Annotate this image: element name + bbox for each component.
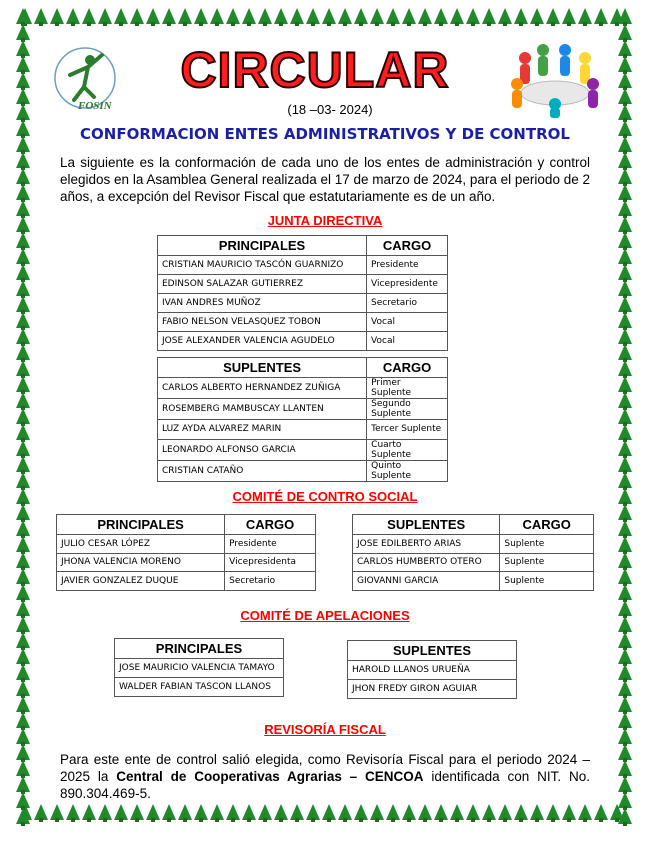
tree-icon [618,88,632,104]
tree-icon [146,804,160,820]
table-row [348,680,517,699]
revisoria-heading: REVISORÍA FISCAL [264,722,386,737]
tree-icon [16,376,30,392]
tree-icon [618,648,632,664]
tree-icon [482,804,496,820]
tree-icon [16,680,30,696]
subtitle: CONFORMACION ENTES ADMINISTRATIVOS Y DE CONTROL [80,125,570,143]
column-header: CARGO [367,236,448,256]
tree-icon [338,8,352,24]
table-row [158,256,448,275]
column-header: PRINCIPALES [158,236,367,256]
tree-icon [16,360,30,376]
tree-icon [618,568,632,584]
tree-icon [16,664,30,680]
tree-icon [618,808,632,824]
tree-icon [482,8,496,24]
tree-icon [618,376,632,392]
tree-icon [16,568,30,584]
cargo-cell: Vocal [367,332,448,351]
tree-icon [16,776,30,792]
name-cell: WALDER FABIAN TASCON LLANOS [115,678,284,697]
tree-icon [274,8,288,24]
revisoria-text-before: Para este ente de control salió elegida, como Revisoría Fiscal para el periodo 2024 –2025 la [60,752,590,784]
control-principales-table [56,514,316,591]
tree-icon [16,728,30,744]
tree-icon [16,72,30,88]
tree-icon [226,8,240,24]
cargo-cell: Cuarto Suplente [367,439,448,460]
tree-icon [618,200,632,216]
tree-icon [16,40,30,56]
tree-icon [16,248,30,264]
apelaciones-suplentes-table [347,640,517,699]
table-row [158,399,448,420]
tree-icon [210,804,224,820]
tree-icon [34,8,48,24]
tree-icon [618,488,632,504]
tree-icon [618,472,632,488]
tree-icon [450,8,464,24]
tree-icon [16,264,30,280]
cargo-cell: Quinto Suplente [367,460,448,481]
tree-icon [618,152,632,168]
tree-icon [258,8,272,24]
tree-icon [618,552,632,568]
cargo-cell: Vicepresidente [367,275,448,294]
revisoria-paragraph [60,751,590,802]
name-cell: FABIO NELSON VELASQUEZ TOBON [158,313,367,332]
tree-icon [16,472,30,488]
tree-icon [618,360,632,376]
tree-icon [16,216,30,232]
cargo-cell: Segundo Suplente [367,399,448,420]
tree-icon [16,536,30,552]
tree-icon [386,804,400,820]
tree-icon [618,72,632,88]
tree-icon [354,8,368,24]
cargo-cell: Suplente [500,535,594,554]
tree-icon [16,760,30,776]
table-row [158,420,448,440]
tree-icon [322,804,336,820]
tree-icon [82,804,96,820]
tree-icon [354,804,368,820]
tree-icon [402,8,416,24]
table-row [353,572,594,591]
tree-icon [498,8,512,24]
tree-icon [162,8,176,24]
tree-icon [618,56,632,72]
tree-icon [562,8,576,24]
tree-icon [618,136,632,152]
tree-icon [194,804,208,820]
logo-text: FOSIN [78,100,112,112]
tree-icon [210,8,224,24]
tree-icon [466,804,480,820]
column-header: CARGO [367,358,448,378]
tree-icon [98,804,112,820]
tree-icon [242,804,256,820]
tree-icon [16,744,30,760]
tree-icon [16,520,30,536]
tree-icon [16,392,30,408]
tree-icon [16,792,30,808]
tree-icon [16,808,30,824]
tree-icon [16,712,30,728]
column-header: PRINCIPALES [57,515,225,535]
tree-icon [618,728,632,744]
tree-icon [618,744,632,760]
tree-icon [274,804,288,820]
cargo-cell: Presidente [367,256,448,275]
cargo-cell: Vicepresidenta [225,553,316,572]
tree-icon [562,804,576,820]
name-cell: IVAN ANDRES MUÑOZ [158,294,367,313]
tree-icon [370,804,384,820]
tree-icon [618,680,632,696]
tree-icon [618,120,632,136]
tree-icon [16,456,30,472]
cargo-cell: Suplente [500,572,594,591]
tree-icon [618,248,632,264]
tree-icon [514,804,528,820]
tree-icon [16,424,30,440]
tree-icon [618,216,632,232]
tree-icon [618,536,632,552]
tree-icon [16,280,30,296]
tree-icon [618,264,632,280]
tree-icon [16,328,30,344]
tree-icon [50,8,64,24]
tree-icon [618,712,632,728]
table-row [57,572,316,591]
cargo-cell: Vocal [367,313,448,332]
name-cell: JAVIER GONZALEZ DUQUE [57,572,225,591]
tree-icon [258,804,272,820]
tree-icon [98,8,112,24]
name-cell: ROSEMBERG MAMBUSCAY LLANTEN [158,399,367,420]
tree-icon [16,616,30,632]
tree-icon [66,804,80,820]
tree-icon [618,104,632,120]
tree-icon [618,424,632,440]
tree-icon [578,804,592,820]
tree-icon [16,504,30,520]
tree-icon [16,408,30,424]
tree-icon [16,8,30,24]
tree-icon [16,136,30,152]
tree-icon [290,8,304,24]
control-suplentes-table [352,514,594,591]
tree-icon [82,8,96,24]
tree-icon [498,804,512,820]
tree-icon [386,8,400,24]
name-cell: LUZ AYDA ALVAREZ MARIN [158,420,367,440]
name-cell: CARLOS ALBERTO HERNANDEZ ZUÑIGA [158,378,367,399]
tree-icon [418,804,432,820]
table-row [57,553,316,572]
tree-border-right [616,8,636,826]
tree-icon [16,152,30,168]
tree-icon [338,804,352,820]
page-title: CIRCULAR [180,42,450,98]
table-row [348,661,517,680]
name-cell: CRISTIAN MAURICIO TASCÓN GUARNIZO [158,256,367,275]
tree-icon [618,328,632,344]
tree-icon [546,804,560,820]
tree-icon [162,804,176,820]
tree-icon [618,440,632,456]
tree-icon [618,232,632,248]
tree-icon [242,8,256,24]
table-row [158,378,448,399]
apelaciones-principales-table [114,638,284,697]
column-header: PRINCIPALES [115,639,284,659]
column-header: SUPLENTES [348,641,517,661]
name-cell: CARLOS HUMBERTO OTERO [353,553,500,572]
tree-icon [226,804,240,820]
meeting-people-icon [505,38,605,118]
control-social-heading: COMITÉ DE CONTRO SOCIAL [232,489,418,504]
table-row [158,313,448,332]
tree-icon [16,168,30,184]
tree-border-left [14,8,34,826]
tree-icon [16,552,30,568]
tree-icon [618,40,632,56]
revisoria-text-after: identificada con NIT. No. 890.304.469-5. [60,769,590,801]
tree-icon [618,696,632,712]
tree-icon [434,804,448,820]
cargo-cell: Secretario [367,294,448,313]
tree-icon [618,760,632,776]
table-row [158,294,448,313]
tree-icon [114,804,128,820]
tree-icon [402,804,416,820]
apelaciones-heading: COMITÉ DE APELACIONES [240,608,410,623]
tree-icon [16,24,30,40]
tree-icon [146,8,160,24]
tree-icon [618,408,632,424]
tree-icon [16,696,30,712]
tree-icon [34,804,48,820]
tree-icon [618,296,632,312]
tree-icon [130,8,144,24]
tree-icon [514,8,528,24]
name-cell: CRISTIAN CATAÑO [158,460,367,481]
tree-icon [450,804,464,820]
tree-icon [290,804,304,820]
name-cell: EDINSON SALAZAR GUTIERREZ [158,275,367,294]
tree-icon [16,440,30,456]
tree-border-bottom [18,804,632,826]
junta-principales-table [157,235,448,351]
tree-icon [16,344,30,360]
tree-border-top [18,8,632,28]
cargo-cell: Secretario [225,572,316,591]
name-cell: HAROLD LLANOS URUEÑA [348,661,517,680]
tree-icon [618,280,632,296]
tree-icon [618,632,632,648]
tree-icon [16,632,30,648]
column-header: SUPLENTES [158,358,367,378]
table-row [115,678,284,697]
tree-icon [530,804,544,820]
tree-icon [594,8,608,24]
tree-icon [16,88,30,104]
tree-icon [16,600,30,616]
tree-icon [618,600,632,616]
tree-icon [618,520,632,536]
tree-icon [618,504,632,520]
tree-icon [114,8,128,24]
tree-icon [618,184,632,200]
name-cell: JOSE MAURICIO VALENCIA TAMAYO [115,659,284,678]
tree-icon [618,24,632,40]
table-row [158,275,448,294]
tree-icon [618,792,632,808]
tree-icon [16,648,30,664]
tree-icon [178,804,192,820]
tree-icon [434,8,448,24]
tree-icon [16,584,30,600]
table-row [353,553,594,572]
name-cell: GIOVANNI GARCIA [353,572,500,591]
table-row [57,535,316,554]
tree-icon [618,168,632,184]
table-row [353,535,594,554]
name-cell: LEONARDO ALFONSO GARCIA [158,439,367,460]
tree-icon [322,8,336,24]
cargo-cell: Primer Suplente [367,378,448,399]
tree-icon [16,56,30,72]
tree-icon [16,232,30,248]
tree-icon [618,392,632,408]
tree-icon [16,296,30,312]
tree-icon [618,8,632,24]
table-row [115,659,284,678]
column-header: SUPLENTES [353,515,500,535]
tree-icon [618,616,632,632]
tree-icon [50,804,64,820]
tree-icon [178,8,192,24]
name-cell: JHONA VALENCIA MORENO [57,553,225,572]
tree-icon [306,804,320,820]
tree-icon [618,312,632,328]
tree-icon [194,8,208,24]
name-cell: JULIO CESAR LÓPEZ [57,535,225,554]
tree-icon [618,456,632,472]
cargo-cell: Suplente [500,553,594,572]
tree-icon [618,344,632,360]
tree-icon [594,804,608,820]
tree-icon [16,312,30,328]
cargo-cell: Presidente [225,535,316,554]
tree-icon [618,776,632,792]
table-row [158,332,448,351]
intro-paragraph: La siguiente es la conformación de cada uno de los entes de administración y control elegidos en la Asamblea General realizada el 17 de marzo de 2024, para el periodo de 2 años, a excepción del Revisor Fiscal que estatutariamente es de un año. [60,155,590,204]
tree-icon [16,184,30,200]
tree-icon [370,8,384,24]
tree-icon [618,664,632,680]
tree-icon [16,200,30,216]
tree-icon [66,8,80,24]
tree-icon [418,8,432,24]
tree-icon [16,104,30,120]
tree-icon [130,804,144,820]
table-row [158,460,448,481]
tree-icon [618,584,632,600]
revisoria-entity: Central de Cooperativas Agrarias – CENCOA [116,769,424,784]
name-cell: JHON FREDY GIRON AGUIAR [348,680,517,699]
tree-icon [546,8,560,24]
junta-directiva-heading: JUNTA DIRECTIVA [267,213,383,228]
table-row [158,439,448,460]
tree-icon [530,8,544,24]
tree-icon [16,488,30,504]
tree-icon [578,8,592,24]
cargo-cell: Tercer Suplente [367,420,448,440]
column-header: CARGO [225,515,316,535]
circular-date: (18 –03- 2024) [287,102,373,117]
name-cell: JOSE ALEXANDER VALENCIA AGUDELO [158,332,367,351]
tree-icon [16,120,30,136]
name-cell: JOSE EDILBERTO ARIAS [353,535,500,554]
tree-icon [466,8,480,24]
tree-icon [306,8,320,24]
column-header: CARGO [500,515,594,535]
junta-suplentes-table [157,357,448,482]
